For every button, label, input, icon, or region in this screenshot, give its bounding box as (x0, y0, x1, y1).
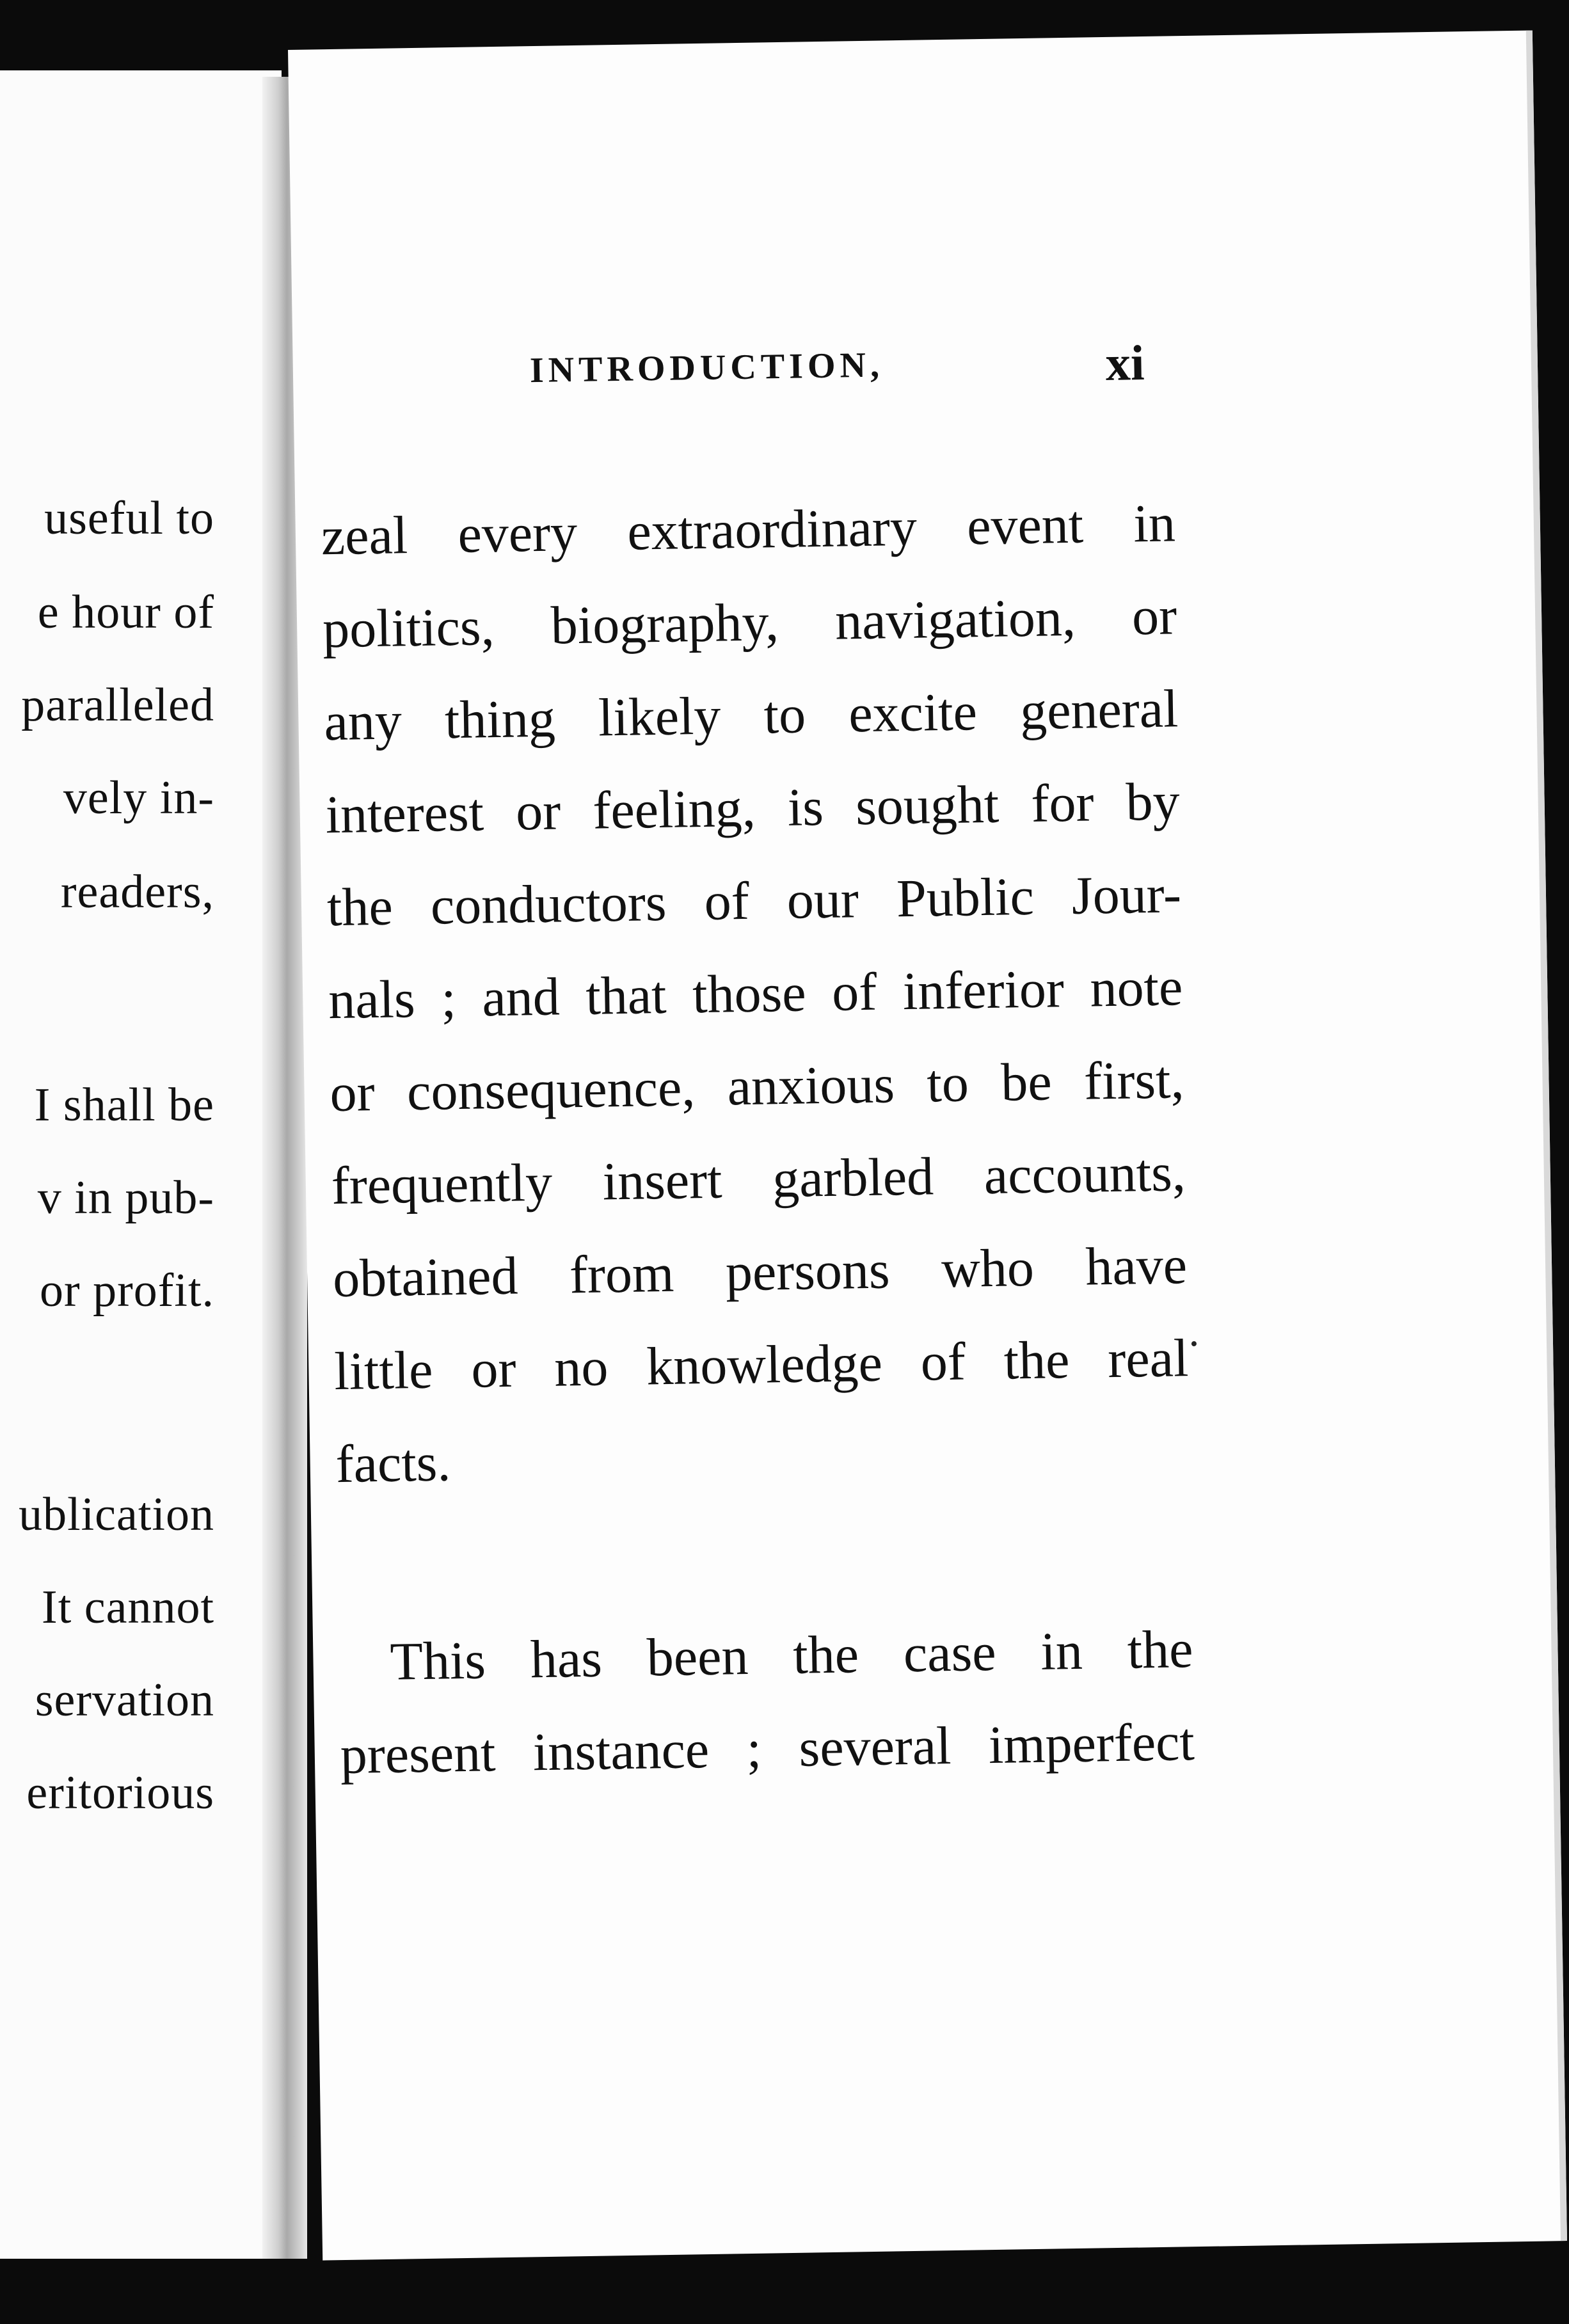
text-line (326, 864, 1182, 938)
text-line (332, 1236, 1188, 1309)
word: those (692, 963, 807, 1025)
word: no (554, 1337, 609, 1398)
left-page-line: It cannot (42, 1581, 214, 1634)
word: be (1000, 1052, 1053, 1113)
word: of (920, 1332, 966, 1392)
left-page-line: useful to (44, 492, 214, 545)
left-page-line: ublication (19, 1488, 214, 1541)
word: nals (328, 969, 416, 1031)
word: our (786, 870, 859, 930)
word: has (530, 1628, 603, 1690)
text-line (328, 957, 1183, 1031)
word: ; (745, 1719, 762, 1779)
word: extraordinary (626, 497, 918, 562)
word: consequence, (406, 1058, 696, 1122)
word: the (792, 1625, 859, 1685)
word: and (481, 967, 561, 1028)
word: little (333, 1340, 434, 1402)
word: that (585, 965, 667, 1026)
word: is (787, 777, 824, 838)
left-page-line: I shall be (34, 1079, 214, 1131)
word: conductors (430, 872, 667, 936)
word: who (941, 1238, 1035, 1300)
word: anxious (726, 1055, 895, 1117)
word: in (1133, 493, 1176, 554)
word: or (329, 1063, 376, 1124)
word: feeling, (592, 778, 756, 841)
right-page (288, 30, 1567, 2260)
word: Jour- (1071, 864, 1182, 926)
word: insert (602, 1150, 723, 1212)
text-line (323, 679, 1179, 752)
word: from (569, 1243, 675, 1305)
word: likely (598, 686, 722, 748)
text-line (329, 1050, 1185, 1124)
word: any (323, 691, 402, 752)
word: case (903, 1622, 997, 1684)
ink-speck (1191, 1341, 1197, 1346)
text-line (340, 1712, 1195, 1786)
left-page-line: servation (35, 1674, 214, 1726)
word: facts. (335, 1433, 452, 1495)
word: event (966, 495, 1084, 557)
page-number: xi (1105, 335, 1145, 391)
word: sought (855, 774, 1000, 837)
word: have (1085, 1236, 1188, 1297)
word: in (1040, 1621, 1083, 1682)
word: or (515, 781, 561, 842)
text-line (333, 1328, 1189, 1402)
word: been (646, 1627, 749, 1688)
left-page-line: readers, (60, 866, 214, 918)
left-page-line: e hour of (37, 586, 214, 639)
word: of (831, 962, 877, 1023)
left-page (0, 70, 282, 2259)
text-line (322, 586, 1177, 660)
word: persons (725, 1240, 891, 1303)
word: every (457, 502, 578, 564)
word: several (798, 1716, 952, 1778)
word: the (1003, 1330, 1071, 1391)
left-page-line: paralleled (21, 679, 214, 731)
word: thing (444, 688, 556, 751)
word: instance (532, 1719, 710, 1783)
word: garbled (772, 1147, 934, 1209)
word: by (1125, 772, 1181, 832)
word: first, (1083, 1050, 1185, 1111)
word: imperfect (988, 1712, 1195, 1776)
word: real (1107, 1328, 1189, 1390)
word: Public (896, 866, 1035, 929)
word: general (1019, 679, 1179, 742)
word: zeal (321, 505, 408, 567)
word: frequently (331, 1152, 553, 1216)
word: note (1089, 957, 1183, 1019)
word: biography, (550, 593, 779, 656)
word: present (340, 1723, 497, 1786)
word: the (326, 877, 394, 938)
text-line (321, 493, 1176, 567)
word: the (1127, 1620, 1194, 1680)
word: inferior (902, 959, 1065, 1022)
word: obtained (332, 1246, 519, 1309)
word: knowledge (646, 1333, 883, 1397)
word: excite (848, 682, 978, 744)
word: navigation, (834, 587, 1076, 651)
word: or (1131, 586, 1177, 647)
word: to (926, 1053, 969, 1114)
word: interest (325, 783, 484, 845)
word: This (389, 1630, 486, 1692)
text-line (331, 1143, 1186, 1216)
text-line (325, 772, 1181, 845)
word: to (763, 685, 806, 745)
word: of (703, 871, 750, 932)
left-page-line: eritorious (26, 1767, 214, 1819)
text-line (389, 1620, 1194, 1692)
word: politics, (322, 597, 495, 660)
left-page-line: vely in- (63, 772, 214, 824)
word: accounts, (984, 1143, 1186, 1206)
text-line (335, 1424, 1190, 1495)
running-head: INTRODUCTION, (529, 345, 884, 391)
word: ; (440, 969, 457, 1029)
word: or (470, 1339, 517, 1399)
left-page-line: or profit. (39, 1264, 214, 1317)
word: for (1030, 773, 1095, 834)
left-page-line: v in pub- (37, 1172, 214, 1224)
